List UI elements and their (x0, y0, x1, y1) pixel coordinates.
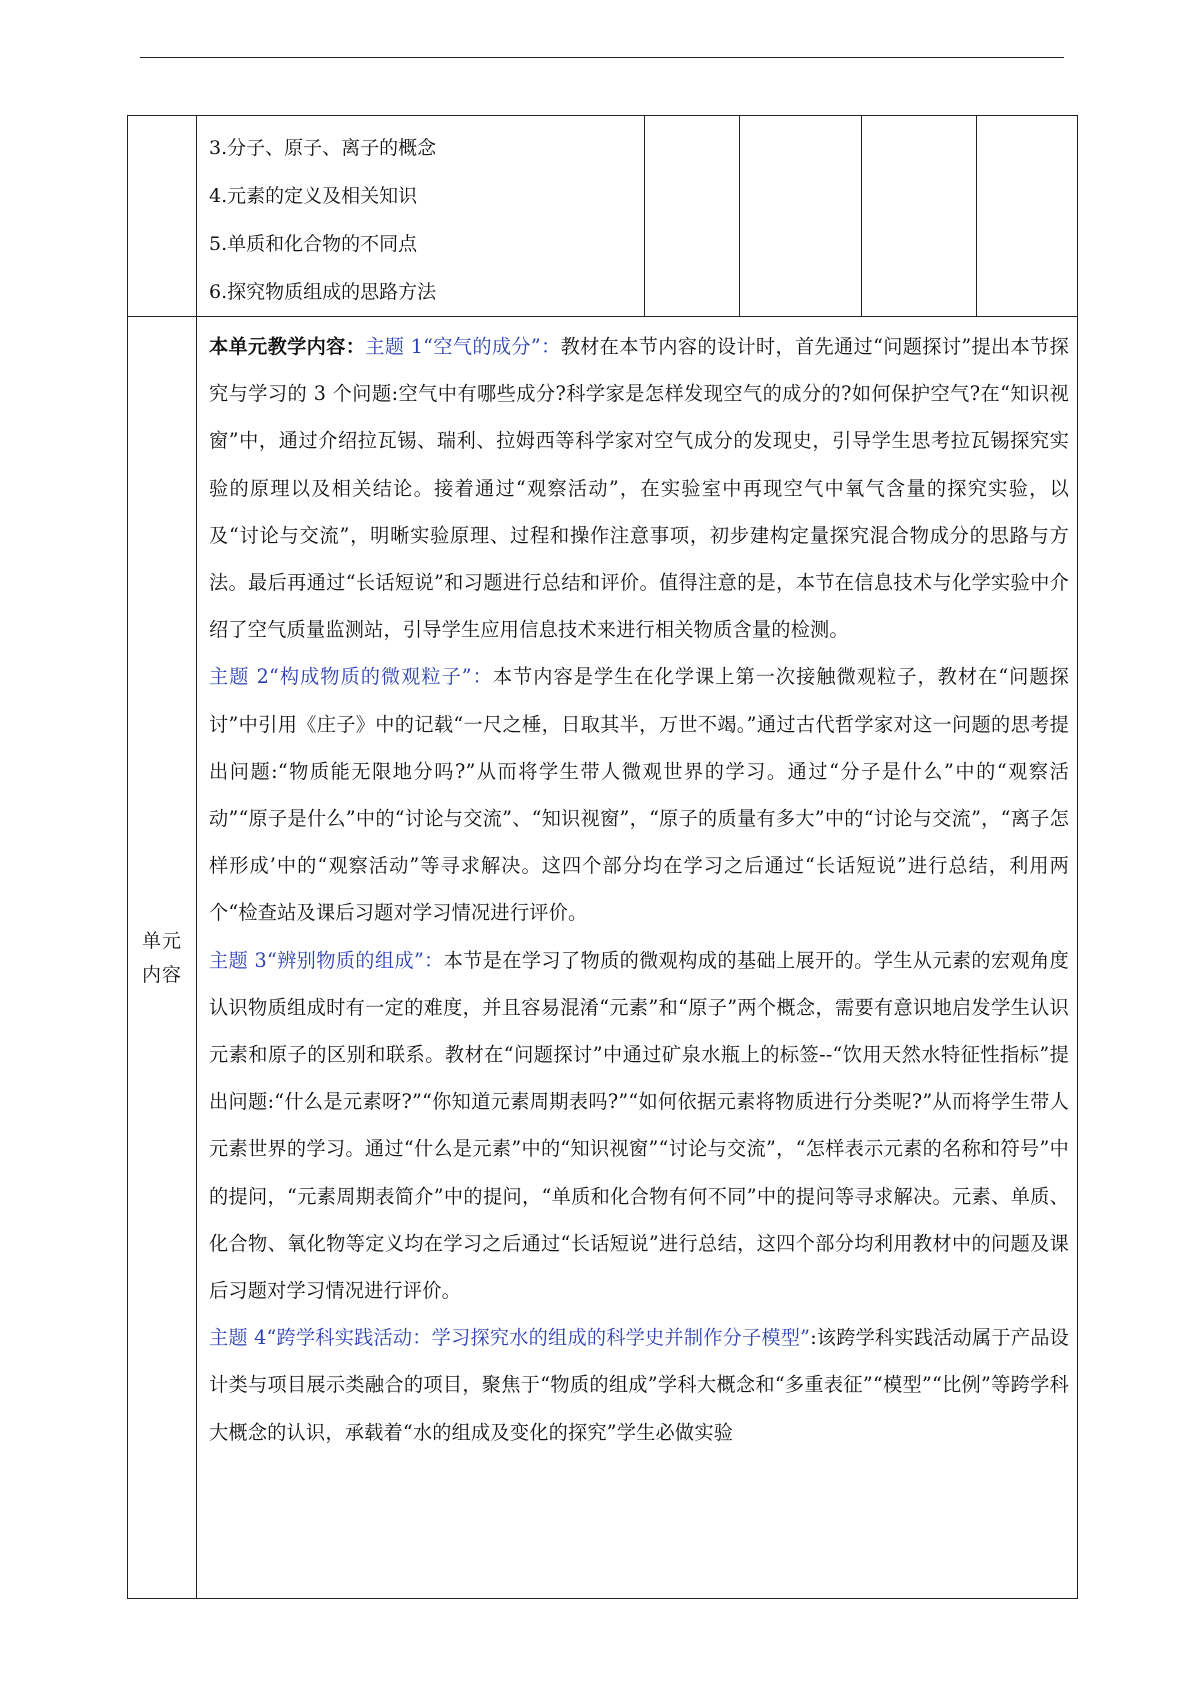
topic-4-paragraph (209, 1314, 1069, 1456)
unit-table (127, 115, 1078, 1599)
list-item: 3.分子、原子、离子的概念 (209, 137, 437, 159)
empty-cell (862, 116, 977, 317)
topic-1-paragraph (209, 323, 1069, 653)
empty-cell (977, 116, 1078, 317)
topic-2-title: 主题 2“构成物质的微观粒子”： (209, 665, 493, 689)
topic-1-title: 主题 1“空气的成分”： (365, 335, 561, 358)
unit-content-cell (197, 317, 1078, 1599)
list-item: 6.探究物质组成的思路方法 (209, 281, 437, 303)
list-row (128, 116, 1078, 317)
list-item: 4.元素的定义及相关知识 (209, 185, 418, 207)
topic-3-paragraph (209, 937, 1069, 1315)
list-item: 5.单质和化合物的不同点 (209, 233, 418, 255)
empty-cell (645, 116, 740, 317)
empty-cell (740, 116, 862, 317)
label-line-2: 内容 (141, 963, 182, 986)
label-line-1: 单元 (141, 929, 182, 952)
header-rule (140, 57, 1064, 58)
knowledge-list-cell (197, 116, 645, 317)
topic-2-paragraph (209, 653, 1069, 936)
unit-content-row (128, 317, 1078, 1599)
topic-4-title: 主题 4“跨学科实践活动：学习探究水的组成的科学史并制作分子模型” (209, 1326, 811, 1350)
topic-4-body: :该跨学科实践活动属于产品设计类与项目展示类融合的项目，聚焦于“物质的组成”学科大概念和“多重表征”“模型”“比例”等跨学科大概念的认识，承载着“水的组成及变化的探究”学生必做实验 (209, 1326, 1070, 1444)
list-row-label-cell (128, 116, 197, 317)
topic-3-body: 本节是在学习了物质的微观构成的基础上展开的。学生从元素的宏观角度认识物质组成时有一定的难度，并且容易混淆“元素”和“原子”两个概念，需要有意识地启发学生认识元素和原子的区别和联系。教材在“问题探讨”中通过矿泉水瓶上的标签--“饮用天然水特征性指标”提出问题:“什么是元素呀?”“你知道元素周期表吗?”“如何依据元素将物质进行分类呢?”从而将学生带人元素世界的学习。通过“什么是元素”中的“知识视窗”“讨论与交流”，“怎样表示元素的名称和符号”中的提问，“元素周期表简介”中的提问，“单质和化合物有何不同”中的提问等寻求解决。元素、单质、化合物、氧化物等定义均在学习之后通过“长话短说”进行总结，这四个部分均利用教材中的问题及课后习题对学习情况进行评价。 (209, 948, 1069, 1303)
unit-content-label (137, 924, 187, 992)
topic-1-body: 教材在本节内容的设计时，首先通过“问题探讨”提出本节探究与学习的 3 个问题:空气中有哪些成分?科学家是怎样发现空气的成分的?如何保护空气?在“知识视窗”中，通过介绍拉瓦锡、瑞利、拉姆西等科学家对空气成分的发现史，引导学生思考拉瓦锡探究实验的原理以及相关结论。接着通过“观察活动”，在实验室中再现空气中氧气含量的探究实验，以及“讨论与交流”，明晰实验原理、过程和操作注意事项，初步建构定量探究混合物成分的思路与方法。最后再通过“长话短说”和习题进行总结和评价。值得注意的是，本节在信息技术与化学实验中介绍了空气质量监测站，引导学生应用信息技术来进行相关物质含量的检测。 (209, 335, 1069, 642)
topic-3-title: 主题 3“辨别物质的组成”： (209, 948, 444, 972)
intro-label: 本单元教学内容： (209, 335, 366, 358)
topic-2-body: 本节内容是学生在化学课上第一次接触微观粒子，教材在“问题探讨”中引用《庄子》中的记载“一尺之棰，日取其半，万世不竭。”通过古代哲学家对这一问题的思考提出问题:“物质能无限地分吗?”从而将学生带人微观世界的学习。通过“分子是什么”中的“观察活动”“原子是什么”中的“讨论与交流”、“知识视窗”，“原子的质量有多大”中的“讨论与交流”，“离子怎样形成’中的“观察活动”等寻求解决。这四个部分均在学习之后通过“长话短说”进行总结，利用两个“检查站及课后习题对学习情况进行评价。 (209, 665, 1070, 925)
unit-content-label-cell (128, 317, 197, 1599)
